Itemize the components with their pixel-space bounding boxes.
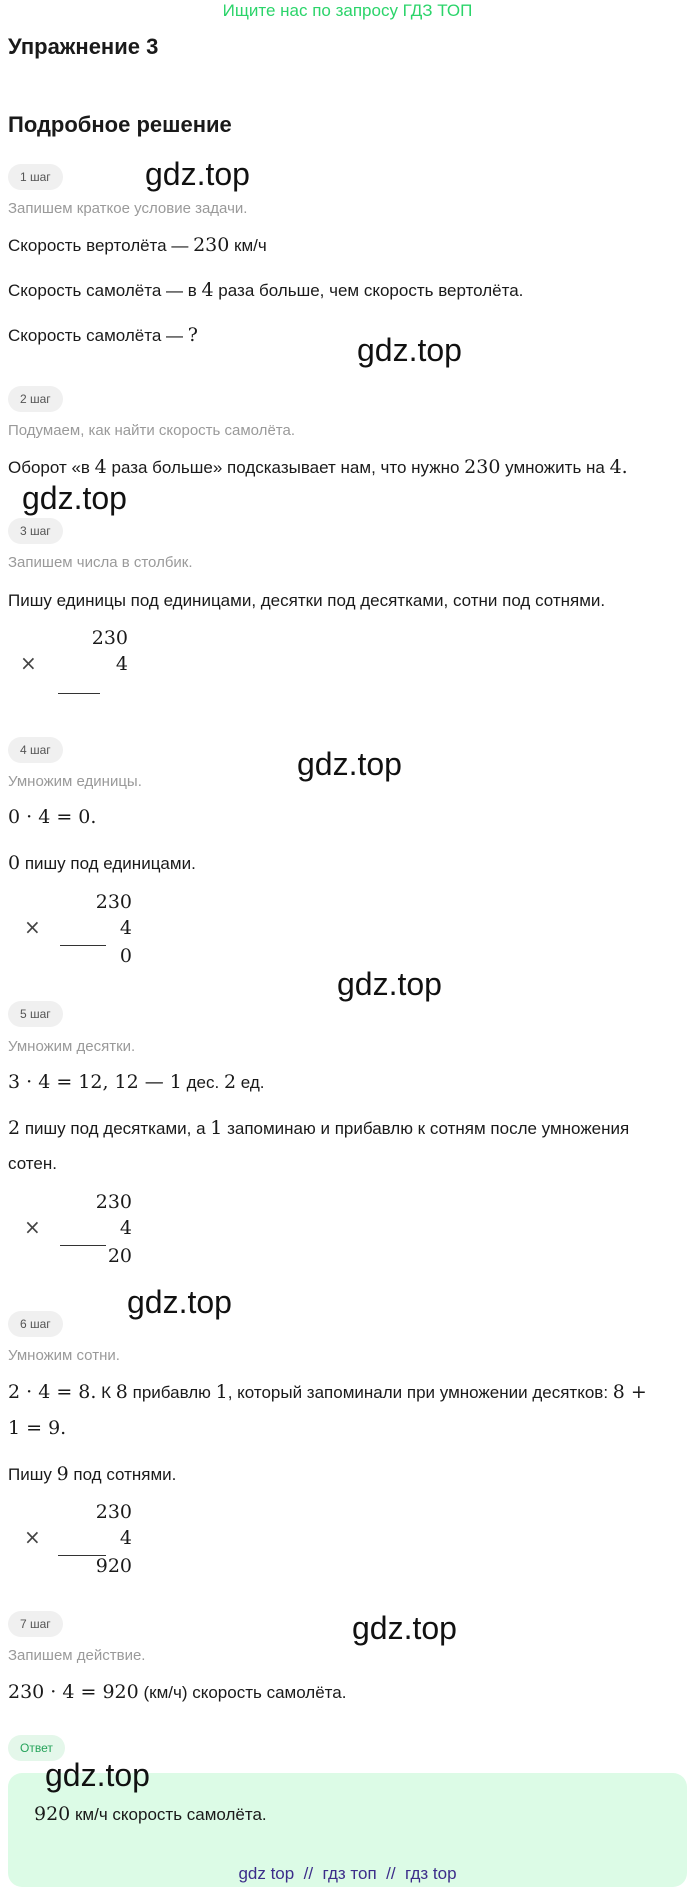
multiplicand: 230: [95, 1191, 132, 1213]
multiplier: 4: [119, 917, 132, 939]
step-3-hint: Запишем числа в столбик.: [8, 554, 193, 571]
column-multiplication: [12, 891, 132, 967]
watermark: gdz.top: [352, 1610, 457, 1646]
step-4-chip: 4 шаг: [8, 737, 63, 763]
watermark: gdz.top: [127, 1284, 232, 1320]
step-1-line-3: Скорость самолёта — ?: [8, 324, 198, 346]
step-4-line-2: 0 пишу под единицами.: [8, 852, 196, 874]
step-2-chip: 2 шаг: [8, 386, 63, 412]
step-6-hint: Умножим сотни.: [8, 1347, 120, 1364]
step-3-chip: 3 шаг: [8, 518, 63, 544]
answer-text: 920 км/ч скорость самолёта.: [34, 1803, 267, 1825]
step-7-hint: Запишем действие.: [8, 1647, 146, 1664]
answer-chip: Ответ: [8, 1735, 65, 1761]
watermark: gdz.top: [297, 746, 402, 782]
top-banner: Ищите нас по запросу ГДЗ ТОП: [222, 1, 473, 20]
step-5-line-3: сотен.: [8, 1154, 57, 1173]
multiplicand: 230: [95, 1501, 132, 1523]
column-multiplication: [8, 627, 128, 703]
step-4-hint: Умножим единицы.: [8, 773, 142, 790]
watermark: gdz.top: [357, 332, 462, 368]
times-sign: ×: [20, 651, 37, 675]
step-6-line-2: 1 = 9.: [8, 1417, 67, 1439]
product: 920: [95, 1555, 132, 1577]
step-2-line-1: Оборот «в 4 раза больше» подсказывает нам, что нужно 230 умножить на 4.: [8, 456, 628, 478]
column-multiplication: [12, 1191, 132, 1267]
step-2-hint: Подумаем, как найти скорость самолёта.: [8, 422, 295, 439]
step-6-line-3: Пишу 9 под сотнями.: [8, 1463, 177, 1485]
watermark: gdz.top: [22, 480, 127, 516]
step-6-line-1: 2 · 4 = 8. К 8 прибавлю 1, который запоминали при умножении десятков: 8 +: [8, 1381, 647, 1403]
exercise-title: Упражнение 3: [8, 34, 159, 59]
product: 0: [119, 945, 132, 967]
step-6-chip: 6 шаг: [8, 1311, 63, 1337]
watermark: gdz.top: [337, 966, 442, 1002]
step-1-line-1: Скорость вертолёта — 230 км/ч: [8, 234, 267, 256]
step-5-line-1: 3 · 4 = 12, 12 — 1 дес. 2 ед.: [8, 1071, 265, 1093]
watermark: gdz.top: [145, 156, 250, 192]
column-multiplication: [12, 1501, 132, 1577]
multiplicand: 230: [95, 891, 132, 913]
times-sign: ×: [24, 1215, 41, 1239]
step-5-line-2: 2 пишу под десятками, а 1 запоминаю и прибавлю к сотням после умножения: [8, 1117, 630, 1139]
step-5-chip: 5 шаг: [8, 1001, 63, 1027]
step-1-hint: Запишем краткое условие задачи.: [8, 200, 248, 217]
step-4-line-1: 0 · 4 = 0.: [8, 806, 97, 828]
watermark: gdz.top: [45, 1757, 150, 1793]
step-7-line-1: 230 · 4 = 920 (км/ч) скорость самолёта.: [8, 1681, 347, 1703]
footer-links[interactable]: gdz top // гдз топ // гдз top: [238, 1864, 457, 1883]
step-7-chip: 7 шаг: [8, 1611, 63, 1637]
times-sign: ×: [24, 1525, 41, 1549]
step-1-chip: 1 шаг: [8, 164, 63, 190]
times-sign: ×: [24, 915, 41, 939]
multiplier: 4: [119, 1217, 132, 1239]
multiplier: 4: [119, 1527, 132, 1549]
step-1-line-2: Скорость самолёта — в 4 раза больше, чем скорость вертолёта.: [8, 279, 524, 301]
step-3-line-1: Пишу единицы под единицами, десятки под десятками, сотни под сотнями.: [8, 591, 606, 610]
step-5-hint: Умножим десятки.: [8, 1038, 136, 1055]
multiplicand: 230: [91, 627, 128, 649]
multiplier: 4: [115, 653, 128, 675]
product: 20: [107, 1245, 132, 1267]
column-rule: [58, 693, 100, 694]
section-title: Подробное решение: [8, 112, 232, 137]
